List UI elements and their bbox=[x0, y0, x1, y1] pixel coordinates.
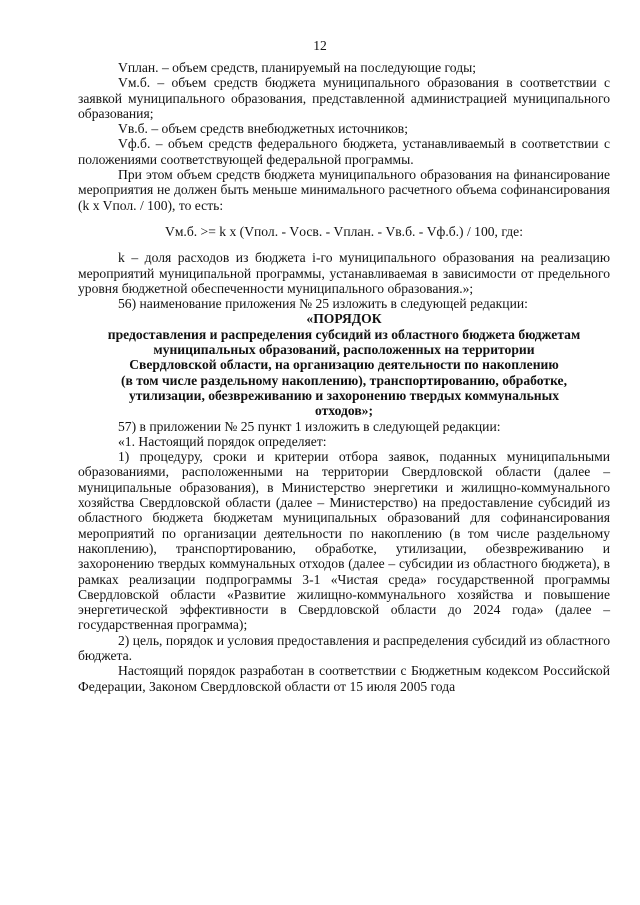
title-line: «ПОРЯДОК bbox=[306, 311, 382, 327]
document-body bbox=[78, 60, 610, 694]
title-line: Свердловской области, на организацию деятельности по накоплению bbox=[129, 357, 559, 373]
title-line: муниципальных образований, расположенных на территории bbox=[153, 342, 535, 358]
paragraph-point-1: «1. Настоящий порядок определяет: bbox=[118, 433, 327, 449]
title-line: (в том числе раздельному накоплению), транспортированию, обработке, bbox=[120, 372, 567, 388]
procedure-title bbox=[78, 311, 610, 418]
paragraph-item-57: 57) в приложении № 25 пункт 1 изложить в следующей редакции: bbox=[118, 418, 501, 434]
formula: Vм.б. >= k x (Vпол. - Vосв. - Vплан. - Vв.б. - Vф.б.) / 100, где: bbox=[165, 223, 523, 239]
paragraph-minimum-volume: При этом объем средств бюджета муниципального образования на финансирование мероприятия не должен быть меньше минимального расчетного объема софинансирования (k x Vпол. / 100), то есть: bbox=[78, 167, 610, 213]
paragraph-subpoint-2: 2) цель, порядок и условия предоставления и распределения субсидий из областного бюджета. bbox=[78, 632, 610, 663]
paragraph-subpoint-1: 1) процедуру, сроки и критерии отбора заявок, поданных муниципальными образованиями, расположенными на территории Свердловской области (далее – муниципальные образования), в Министерство энергетики и жилищно-коммунального хозяйства Свердловской области (далее – Министерство) на предоставление субсидий из областного бюджета бюджетам муниципальных образований для софинансирования мероприятий по организации деятельности по накоплению (в том числе раздельному накоплению), транспортированию, обработке, утилизации, обезвреживанию и захоронению твердых коммунальных отходов (далее – субсидии из областного бюджета), в рамках реализации подпрограммы 3-1 «Чистая среда» государственной программы Свердловской области «Развитие жилищно-коммунального хозяйства и повышение энергетической эффективности в Свердловской области до 2024 года» (далее – государственная программа); bbox=[78, 449, 610, 633]
title-line: предоставления и распределения субсидий из областного бюджета бюджетам bbox=[107, 326, 581, 342]
paragraph-vfb: Vф.б. – объем средств федерального бюджета, устанавливаемый в соответствии с положениями соответствующей федеральной программы. bbox=[78, 136, 610, 167]
page-number: 12 bbox=[313, 38, 327, 53]
paragraph-vmb: Vм.б. – объем средств бюджета муниципального образования в соответствии с заявкой муниципального образования, представленной администрацией муниципального образования; bbox=[78, 75, 610, 121]
paragraph-vvb: Vв.б. – объем средств внебюджетных источников; bbox=[118, 121, 408, 137]
title-line: утилизации, обезвреживанию и захоронению твердых коммунальных bbox=[128, 387, 560, 403]
paragraph-k-share: k – доля расходов из бюджета i-го муниципального образования на реализацию мероприятий муниципальной программы, устанавливаемая в зависимости от предельного уровня бюджетной обеспеченности муниципального образования.»; bbox=[78, 250, 610, 296]
paragraph-item-56: 56) наименование приложения № 25 изложить в следующей редакции: bbox=[118, 296, 528, 312]
paragraph-vplan: Vплан. – объем средств, планируемый на последующие годы; bbox=[118, 60, 477, 75]
paragraph-legal-basis: Настоящий порядок разработан в соответствии с Бюджетным кодексом Российской Федерации, Законом Свердловской области от 15 июля 2005 года bbox=[78, 663, 610, 694]
title-line: отходов»; bbox=[315, 403, 373, 419]
